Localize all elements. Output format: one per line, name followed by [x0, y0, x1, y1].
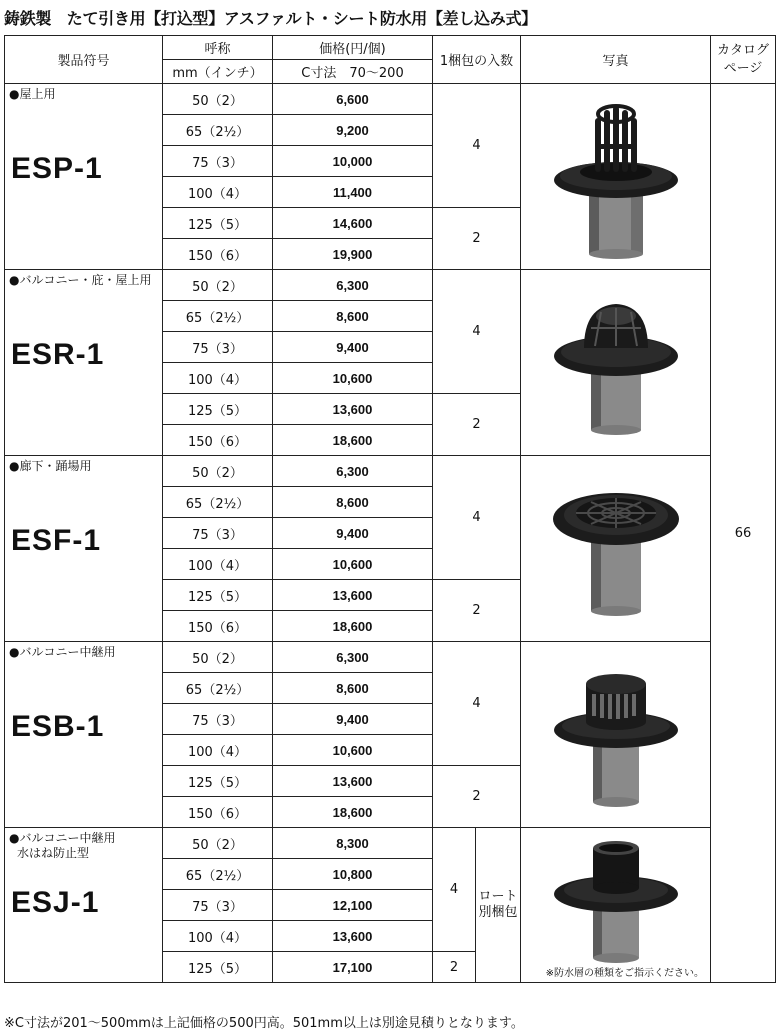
product-use: ●屋上用	[9, 87, 56, 101]
size-cell: 75（3）	[163, 146, 273, 177]
photo-esf	[521, 456, 711, 642]
price-cell: 19,900	[273, 239, 433, 270]
product-cell-esb	[5, 642, 163, 828]
drain-esr-icon	[551, 288, 681, 438]
product-code: ESR-1	[11, 338, 105, 371]
product-code: ESP-1	[11, 152, 103, 185]
price-cell: 13,600	[273, 766, 433, 797]
price-cell: 13,600	[273, 394, 433, 425]
footnote: ※C寸法が201〜500mmは上記価格の500円高。501mm以上は別途見積りとなります。	[4, 1016, 524, 1031]
price-cell: 12,100	[273, 890, 433, 921]
price-cell: 6,600	[273, 84, 433, 115]
size-cell: 125（5）	[163, 394, 273, 425]
price-cell: 14,600	[273, 208, 433, 239]
size-cell: 65（2½）	[163, 301, 273, 332]
qty-cell: 2	[433, 952, 476, 983]
photo-note: ※防水層の種類をご指示ください。	[545, 968, 704, 979]
price-cell: 17,100	[273, 952, 433, 983]
drain-esf-icon	[551, 479, 681, 619]
price-cell: 10,600	[273, 549, 433, 580]
price-cell: 8,300	[273, 828, 433, 859]
header-price: 価格(円/個)	[273, 36, 433, 60]
price-table	[4, 35, 776, 983]
price-cell: 8,600	[273, 673, 433, 704]
product-use	[5, 828, 162, 861]
size-cell: 100（4）	[163, 735, 273, 766]
qty-cell: 2	[433, 208, 521, 270]
product-use-line: ●バルコニー中継用	[9, 831, 116, 845]
qty-cell: 2	[433, 580, 521, 642]
header-pack-qty: 1梱包の入数	[433, 36, 521, 84]
photo-esr	[521, 270, 711, 456]
drain-esb-icon	[551, 660, 681, 810]
catalog-page-cell: 66	[711, 84, 776, 983]
drain-esp-icon	[551, 92, 681, 262]
size-cell: 50（2）	[163, 642, 273, 673]
size-cell: 125（5）	[163, 766, 273, 797]
qty-cell: 4	[433, 270, 521, 394]
product-use-line: 水はね防止型	[17, 846, 90, 860]
photo-esb	[521, 642, 711, 828]
price-cell: 18,600	[273, 611, 433, 642]
size-cell: 125（5）	[163, 580, 273, 611]
header-nominal-unit: mm（インチ）	[163, 60, 273, 84]
size-cell: 150（6）	[163, 239, 273, 270]
drain-esj-icon	[551, 834, 681, 964]
price-cell: 11,400	[273, 177, 433, 208]
size-cell: 150（6）	[163, 797, 273, 828]
photo-esp	[521, 84, 711, 270]
product-code: ESF-1	[11, 524, 102, 557]
price-cell: 10,600	[273, 363, 433, 394]
qty-cell: 4	[433, 642, 521, 766]
size-cell: 50（2）	[163, 456, 273, 487]
qty-cell: 4	[433, 456, 521, 580]
price-cell: 18,600	[273, 797, 433, 828]
size-cell: 100（4）	[163, 177, 273, 208]
header-c-dimension: C寸法 70〜200	[273, 60, 433, 84]
price-cell: 10,000	[273, 146, 433, 177]
size-cell: 150（6）	[163, 611, 273, 642]
price-cell: 9,400	[273, 518, 433, 549]
qty-cell: 4	[433, 828, 476, 952]
header-catalog-page	[711, 36, 776, 84]
size-cell: 100（4）	[163, 549, 273, 580]
price-cell: 13,600	[273, 921, 433, 952]
price-cell: 8,600	[273, 301, 433, 332]
size-cell: 65（2½）	[163, 487, 273, 518]
qty-cell: 2	[433, 766, 521, 828]
price-cell: 13,600	[273, 580, 433, 611]
size-cell: 65（2½）	[163, 673, 273, 704]
header-catalog-page-text: カタログページ	[716, 42, 769, 76]
size-cell: 75（3）	[163, 704, 273, 735]
price-cell: 9,400	[273, 704, 433, 735]
price-cell: 10,600	[273, 735, 433, 766]
qty-cell: 4	[433, 84, 521, 208]
product-cell-esj	[5, 828, 163, 983]
size-cell: 100（4）	[163, 921, 273, 952]
qty-cell: 2	[433, 394, 521, 456]
price-cell: 10,800	[273, 859, 433, 890]
size-cell: 75（3）	[163, 518, 273, 549]
size-cell: 50（2）	[163, 828, 273, 859]
price-cell: 8,600	[273, 487, 433, 518]
product-cell-esf	[5, 456, 163, 642]
size-cell: 75（3）	[163, 332, 273, 363]
price-cell: 6,300	[273, 270, 433, 301]
size-cell: 50（2）	[163, 84, 273, 115]
product-use: ●バルコニー・庇・屋上用	[9, 273, 152, 287]
separate-pack-note	[476, 828, 521, 983]
product-cell-esp	[5, 84, 163, 270]
size-cell: 65（2½）	[163, 859, 273, 890]
size-cell: 100（4）	[163, 363, 273, 394]
header-product-code: 製品符号	[5, 36, 163, 84]
price-cell: 9,200	[273, 115, 433, 146]
product-use: ●廊下・踊場用	[9, 459, 92, 473]
product-cell-esr	[5, 270, 163, 456]
price-cell: 6,300	[273, 642, 433, 673]
size-cell: 125（5）	[163, 952, 273, 983]
product-code: ESB-1	[11, 710, 105, 743]
price-cell: 9,400	[273, 332, 433, 363]
size-cell: 65（2½）	[163, 115, 273, 146]
header-nominal: 呼称	[163, 36, 273, 60]
photo-esj	[521, 828, 711, 983]
size-cell: 75（3）	[163, 890, 273, 921]
size-cell: 125（5）	[163, 208, 273, 239]
size-cell: 50（2）	[163, 270, 273, 301]
page-title: 鋳鉄製 たて引き用【打込型】アスファルト・シート防水用【差し込み式】	[4, 9, 537, 28]
header-photo: 写真	[521, 36, 711, 84]
size-cell: 150（6）	[163, 425, 273, 456]
price-cell: 6,300	[273, 456, 433, 487]
price-cell: 18,600	[273, 425, 433, 456]
product-use: ●バルコニー中継用	[9, 645, 116, 659]
product-code: ESJ-1	[11, 886, 100, 919]
separate-pack-line: ロート	[478, 889, 518, 904]
separate-pack-line: 別梱包	[478, 905, 518, 920]
